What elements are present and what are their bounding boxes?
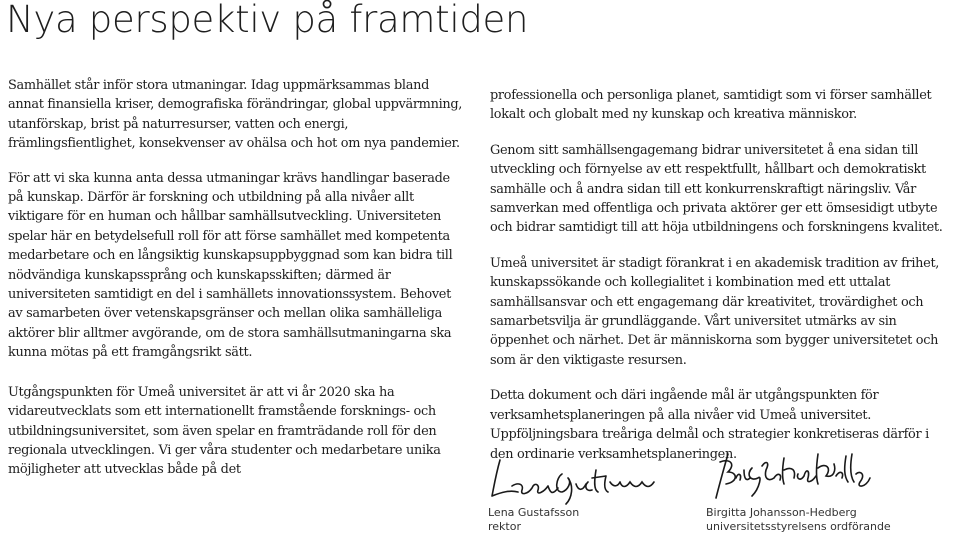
paragraph-tradition: Umeå universitet är stadigt förankrat i en akademisk tradition av frihet, kunskapssökande och kollegialitet i kombination med ett uttalat samhällsansvar och ett engagemang där kreativitet, trovärdighet och samarbetsvilja är grundläggande. Vårt universitet utmärks av sin öppenhet och närhet. Det är människorna som bygger universitetet och som är den viktigaste resursen. <box>490 255 940 368</box>
paragraph-engagement: Genom sitt samhällsengagemang bidrar universitetet å ena sidan till utveckling och förnyelse av ett respektfullt, hållbart och demokratiskt samhälle och å andra sidan till ett konkurrenskraftigt näringsliv. Vår samverkan med offentliga och privata aktörer ger ett ömsesidigt utbyte och bidrar samtidigt till att höja utbildningens och forskningens kvalitet. <box>490 142 943 236</box>
signature-block-rector <box>488 452 658 534</box>
paragraph-challenges: Samhället står inför stora utmaningar. Idag uppmärksammas bland annat finansiella kriser, demografiska förändringar, global uppvärmning, utanförskap, brist på naturresurser, vatten och energi, främlingsfientlighet, konsekvenser av ohälsa och hot om nya pandemier. <box>8 78 463 152</box>
paragraph-professional: professionella och personliga planet, samtidigt som vi förser samhället lokalt och globalt med ny kunskap och kreativa människor. <box>490 88 932 123</box>
paragraph-knowledge: För att vi ska kunna anta dessa utmaningar krävs handlingar baserade på kunskap. Därför är forskning och utbildning på alla nivåer allt viktigare för en human och hållbar samhällsutveckling. Universiteten spelar här en betydelsefull roll för att förse samhället med kompetenta medarbetare och en långsiktig kunskapsuppbyggnad som kan bidra till nödvändiga kunskapssprång och kunskapsskiften; därmed är universiteten samtidigt en del i samhällets innovationssystem. Behovet av samarbeten över vetenskapsgränser och mellan olika samhälleliga aktörer blir alltmer avgörande, om de stora samhällsutmaningarna ska kunna mötas på ett framgångsrikt sätt. <box>8 170 453 361</box>
paragraph-starting-point: Utgångspunkten för Umeå universitet är att vi år 2020 ska ha vidareutvecklats som ett internationellt framstående forsknings- och utbildningsuniversitet, som även spelar en framträdande roll för den regionala utvecklingen. Vi ger våra studenter och medarbetare unika möjligheter att utvecklas både på det <box>8 384 441 478</box>
signature-block-chair <box>706 448 891 534</box>
left-column <box>8 76 466 480</box>
signer-name: Birgitta Johansson-Hedberg <box>706 506 857 519</box>
page-title: Nya perspektiv på framtiden <box>6 0 529 41</box>
signer-name: Lena Gustafsson <box>488 506 580 519</box>
handwritten-signature-2 <box>706 448 876 506</box>
right-column <box>490 86 952 464</box>
handwritten-signature-1 <box>488 452 658 506</box>
paragraph-document: Detta dokument och däri ingående mål är utgångspunkten för verksamhetsplaneringen på alla nivåer vid Umeå universitet. Uppföljningsbara treåriga delmål och strategier konkretiseras därför i den ordinarie verksamhetsplaneringen. <box>490 388 929 462</box>
signer-role: rektor <box>488 520 521 533</box>
signer-role: universitetsstyrelsens ordförande <box>706 520 891 533</box>
